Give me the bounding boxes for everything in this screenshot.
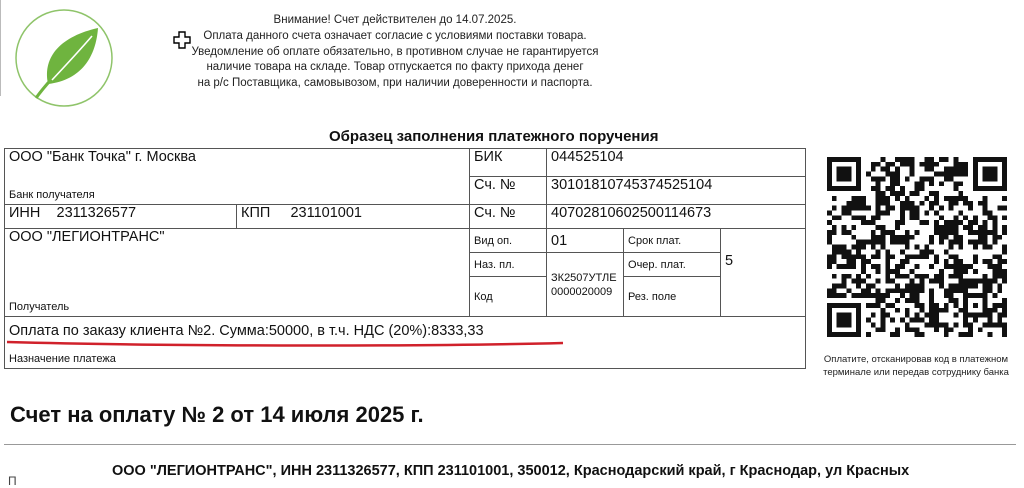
- notice-line: на р/с Поставщика, самовывозом, при наличии доверенности и паспорта.: [197, 77, 593, 90]
- supplier-label: П: [8, 474, 17, 488]
- inn-label: ИНН: [9, 205, 41, 221]
- corr-account-value: 30101810745374525104: [547, 177, 806, 205]
- kpp-cell: [237, 205, 470, 229]
- kpp-label: КПП: [241, 205, 271, 221]
- payment-qr-code[interactable]: [827, 157, 1007, 337]
- ocher-label: Очер. плат.: [624, 253, 721, 277]
- qr-caption: [808, 353, 1024, 379]
- bik-label: БИК: [470, 149, 547, 177]
- kpp-value: 231101001: [290, 205, 362, 221]
- notice-line: Оплата данного счета означает согласие с условиями поставки товара.: [203, 29, 587, 42]
- srok-label: Срок плат.: [624, 229, 721, 253]
- recipient-name: ООО "ЛЕГИОНТРАНС": [9, 229, 165, 245]
- company-logo-leaf-icon: [12, 6, 122, 112]
- vid-op-value: 01: [547, 229, 624, 253]
- page-left-border: [0, 0, 1, 96]
- corr-account-label: Сч. №: [470, 177, 547, 205]
- payment-notice: [150, 13, 640, 92]
- account-value: 40702810602500114673: [547, 205, 806, 229]
- rez-label: Рез. поле: [624, 277, 721, 317]
- qr-caption-line-2: терминале или передав сотруднику банка: [823, 367, 1009, 378]
- purpose-caption: Назначение платежа: [9, 353, 116, 365]
- move-cursor-icon: [170, 30, 196, 50]
- invoice-title: Счет на оплату № 2 от 14 июля 2025 г.: [10, 402, 424, 427]
- payment-purpose: Оплата по заказу клиента №2. Сумма:50000, в т.ч. НДС (20%):8333,33: [9, 323, 484, 339]
- kod-value-line-2: 0000020009: [551, 285, 613, 298]
- vid-op-label: Вид оп.: [470, 229, 547, 253]
- bank-caption: Банк получателя: [9, 189, 95, 201]
- kod-value: [547, 253, 624, 317]
- notice-line: Внимание! Счет действителен до 14.07.2025.: [273, 14, 517, 26]
- kod-label: Код: [470, 277, 547, 317]
- supplier-details: ООО "ЛЕГИОНТРАНС", ИНН 2311326577, КПП 231101001, 350012, Краснодарский край, г Краснодар, ул Красных: [112, 463, 910, 479]
- inn-value: 2311326577: [56, 205, 137, 221]
- notice-line: наличие товара на складе. Товар отпускается по факту прихода денег: [206, 61, 584, 74]
- inn-cell: [5, 205, 237, 229]
- payment-order-table: [4, 148, 806, 369]
- bik-value: 044525104: [547, 149, 806, 177]
- notice-line: Уведомление об оплате обязательно, в противном случае не гарантируется: [191, 45, 599, 58]
- account-label: Сч. №: [470, 205, 547, 229]
- ocher-value: 5: [721, 229, 806, 317]
- naz-pl-label: Наз. пл.: [470, 253, 547, 277]
- recipient-cell: [5, 229, 470, 317]
- bank-name: ООО "Банк Точка" г. Москва: [9, 149, 196, 165]
- red-underline-mark: [5, 339, 565, 347]
- kod-value-line-1: ЗК2507УТЛЕ: [551, 271, 617, 284]
- qr-caption-line-1: Оплатите, отсканировав код в платежном: [823, 354, 1009, 365]
- recipient-caption: Получатель: [9, 301, 70, 313]
- bank-cell: [5, 149, 470, 205]
- divider: [4, 444, 1016, 445]
- payment-form-title: Образец заполнения платежного поручения: [329, 128, 659, 145]
